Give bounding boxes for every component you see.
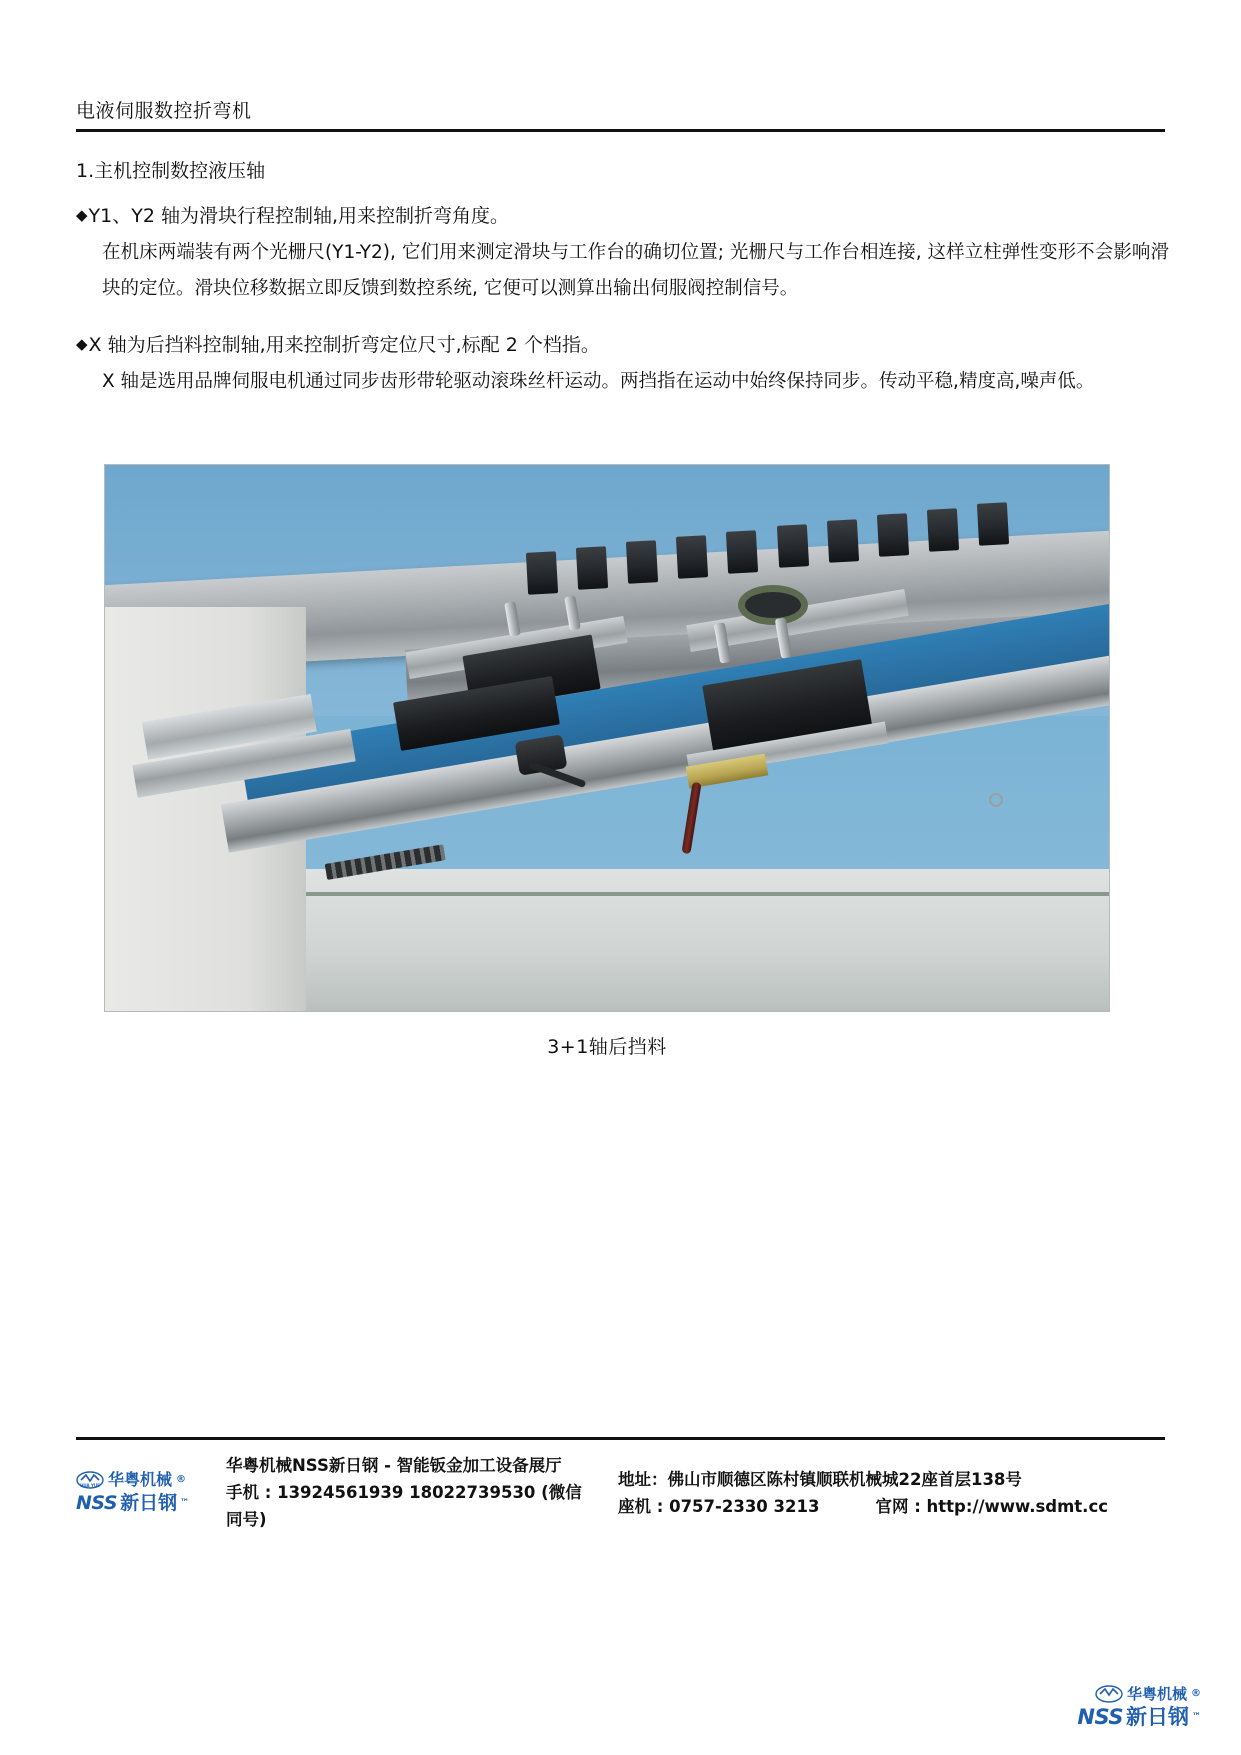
machine-photo — [104, 464, 1110, 1012]
figure-block — [104, 464, 1110, 1059]
footer-line-tel: 座机 : 0757-2330 3213 — [618, 1496, 820, 1516]
photo-clamp — [526, 552, 558, 596]
figure-caption: 3+1轴后挡料 — [547, 1036, 667, 1058]
diamond-bullet-icon: ◆ — [76, 206, 88, 224]
page-title: 电液伺服数控折弯机 — [76, 100, 252, 122]
corner-logo-cn-top: 华粤机械 — [1126, 1685, 1187, 1703]
corner-logo-cn-bottom: 新日钢 — [1126, 1705, 1189, 1729]
corner-logo-nss: NSS — [1077, 1705, 1123, 1729]
footer-logo-cn-bottom: 新日钢 — [120, 1492, 178, 1514]
footer-line-mobile: 手机 : 13924561939 18022739530 (微信同号) — [226, 1483, 582, 1529]
paragraph-1: 在机床两端装有两个光栅尺(Y1-Y2), 它们用来测定滑块与工作台的确切位置; 光栅尺与工作台相连接, 这样立柱弹性变形不会影响滑块的定位。滑块位移数据立即反馈到数控系统, 它便可以测算出输出伺服阀控制信号。 — [102, 242, 1169, 299]
footer-line-web[interactable]: 官网 : http://www.sdmt.cc — [875, 1496, 1109, 1516]
paragraph-spacer — [76, 307, 1169, 317]
corner-logo — [1077, 1684, 1201, 1729]
registered-mark: ® — [176, 1474, 187, 1485]
section-title: 1.主机控制数控液压轴 — [76, 160, 266, 182]
footer-logo-nss: NSS — [76, 1492, 118, 1514]
photo-clamp — [676, 535, 708, 579]
photo-clamp — [827, 519, 859, 563]
svg-text:HUA YUE: HUA YUE — [80, 1483, 100, 1488]
registered-mark-corner: ® — [1191, 1688, 1201, 1699]
footer-line-showroom: 华粤机械NSS新日钢 - 智能钣金加工设备展厅 — [226, 1456, 562, 1475]
photo-clamp — [576, 546, 608, 590]
footer-logo-cn-top: 华粤机械 — [108, 1470, 173, 1489]
footer-logo — [76, 1470, 220, 1515]
trademark-mark-corner: ™ — [1192, 1712, 1201, 1722]
photo-clamp — [927, 508, 959, 552]
bullet-item-2 — [76, 327, 1169, 362]
bullet-2-text: X 轴为后挡料控制轴,用来控制折弯定位尺寸,标配 2 个档指。 — [88, 334, 600, 356]
photo-screw — [989, 793, 1003, 807]
bullet-1-text: Y1、Y2 轴为滑块行程控制轴,用来控制折弯角度。 — [88, 205, 510, 227]
photo-clamp — [877, 513, 909, 557]
footer-company-info — [220, 1452, 596, 1533]
footer-contact-info — [596, 1466, 1165, 1520]
bullet-item-1 — [76, 198, 1169, 233]
trademark-mark: ™ — [180, 1498, 190, 1508]
photo-clamp — [626, 541, 658, 585]
document-footer — [76, 1437, 1165, 1533]
photo-bearing-ring — [738, 585, 808, 625]
photo-clamp — [977, 502, 1009, 546]
photo-clamp — [726, 530, 758, 574]
photo-clamp — [777, 524, 809, 568]
diamond-bullet-icon-2: ◆ — [76, 335, 88, 353]
document-body — [76, 146, 1169, 400]
company-emblem-icon — [76, 1470, 104, 1490]
header-rule — [76, 129, 1165, 132]
document-header — [76, 96, 1165, 132]
paragraph-2: X 轴是选用品牌伺服电机通过同步齿形带轮驱动滚珠丝杆运动。两挡指在运动中始终保持同步。传动平稳,精度高,噪声低。 — [102, 371, 1095, 392]
footer-line-address: 地址：佛山市顺德区陈村镇顺联机械城22座首层138号 — [618, 1469, 1022, 1489]
company-emblem-icon-corner — [1095, 1684, 1123, 1704]
